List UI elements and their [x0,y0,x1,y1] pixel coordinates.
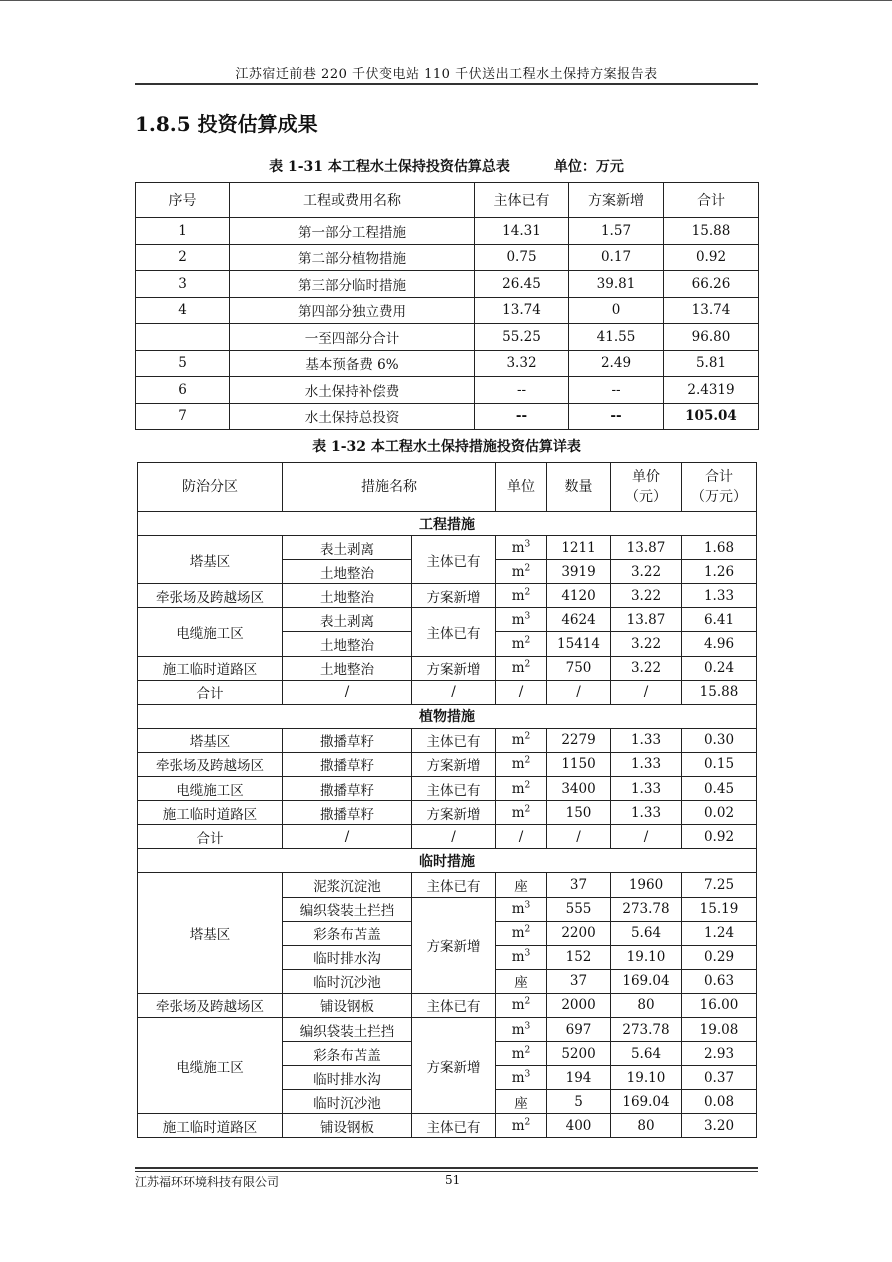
cell: 555 [547,897,611,921]
cell: / [283,825,412,849]
zone-cell: 塔基区 [138,873,283,993]
cell: 3.32 [475,350,569,377]
cell: 1.33 [682,584,757,608]
table-row [138,728,757,752]
cell: 1.33 [611,777,682,801]
cell: 16.00 [682,993,757,1017]
cell: 0.37 [682,1066,757,1090]
section-number: 1.8.5 [135,112,191,136]
table-header-row [136,183,759,218]
cell: 19.08 [682,1017,757,1041]
cell: 0.08 [682,1090,757,1114]
cell: / [496,680,547,704]
cell: 1150 [547,752,611,776]
subtotal-row [138,680,757,704]
table-row [136,297,759,324]
section-heading: 投资估算成果 [197,112,318,136]
cell: 6 [136,377,230,404]
table-row [138,873,757,897]
header-cell: 工程或费用名称 [230,183,475,218]
zone-cell: 合计 [138,680,283,704]
footer-company: 江苏福环环境科技有限公司 [135,1175,280,1189]
unit-cell [496,1114,547,1138]
cell: 80 [611,993,682,1017]
table-row [136,244,759,271]
cell: 150 [547,801,611,825]
measure-cell: 临时沉沙池 [283,1090,412,1114]
unit-base: m [511,636,525,653]
cell: 26.45 [475,271,569,298]
unit-base: m [511,925,525,942]
cell: 1.57 [569,218,664,245]
unit-exponent: 3 [524,948,531,959]
unit-exponent: 2 [524,587,531,598]
table-row [136,350,759,377]
cell: 5 [136,350,230,377]
header-cell: 主体已有 [475,183,569,218]
table-row [138,1114,757,1138]
header-cell: 数量 [547,463,611,512]
zone-cell: 电缆施工区 [138,777,283,801]
cell: 15414 [547,632,611,656]
cell: 1 [136,218,230,245]
measure-cell: 彩条布苫盖 [283,921,412,945]
zone-cell: 施工临时道路区 [138,801,283,825]
header-line: 合计 [705,469,733,485]
page-number: 51 [445,1173,461,1187]
source-cell: 主体已有 [412,777,496,801]
zone-cell: 施工临时道路区 [138,1114,283,1138]
measure-cell: 临时沉沙池 [283,969,412,993]
footer-rule [135,1167,758,1169]
category-row [138,512,757,536]
unit-exponent: 3 [524,1069,531,1080]
cell: 13.87 [611,608,682,632]
page-top-border [0,0,892,1]
cell: 2200 [547,921,611,945]
unit-cell [496,1017,547,1041]
cell: 105.04 [664,403,759,430]
investment-summary-table [135,182,759,430]
header-cell: 序号 [136,183,230,218]
unit-cell [496,656,547,680]
cell: 6.41 [682,608,757,632]
zone-cell: 牵张场及跨越场区 [138,993,283,1017]
cell [136,324,230,351]
cell: 3.22 [611,560,682,584]
unit-exponent: 3 [524,900,531,911]
unit-cell [496,1066,547,1090]
unit-cell [496,897,547,921]
category-cell: 临时措施 [138,849,757,873]
cell: 5200 [547,1042,611,1066]
source-cell: 主体已有 [412,873,496,897]
table1-unit: 单位：万元 [553,159,624,175]
category-row [138,704,757,728]
header-line: 单价 [632,469,660,485]
cell: 0.24 [682,656,757,680]
unit-cell [496,608,547,632]
measure-cell: 撒播草籽 [283,728,412,752]
table-row [136,218,759,245]
cell: 一至四部分合计 [230,324,475,351]
unit-cell [496,752,547,776]
unit-exponent: 2 [524,659,531,670]
source-cell: 主体已有 [412,608,496,656]
cell: 2279 [547,728,611,752]
measure-cell: 撒播草籽 [283,777,412,801]
cell: 水土保持补偿费 [230,377,475,404]
source-cell: 方案新增 [412,752,496,776]
cell: 0.92 [682,825,757,849]
cell: 第二部分植物措施 [230,244,475,271]
cell: 第四部分独立费用 [230,297,475,324]
zone-cell: 合计 [138,825,283,849]
cell: 3.22 [611,584,682,608]
cell: 194 [547,1066,611,1090]
cell: 750 [547,656,611,680]
measure-cell: 土地整治 [283,632,412,656]
unit-exponent: 3 [524,1021,531,1032]
cell: -- [569,403,664,430]
cell: / [547,825,611,849]
measure-cell: 撒播草籽 [283,752,412,776]
cell: 3 [136,271,230,298]
table-row [136,324,759,351]
cell: 4120 [547,584,611,608]
unit-cell [496,728,547,752]
table-row [136,271,759,298]
measures-detail-table [137,462,757,1138]
cell: 4624 [547,608,611,632]
table-row [138,801,757,825]
cell: 0.17 [569,244,664,271]
cell: 0.29 [682,945,757,969]
cell: 0.02 [682,801,757,825]
measure-cell: 土地整治 [283,560,412,584]
cell: 第三部分临时措施 [230,271,475,298]
unit-cell [496,777,547,801]
cell: 697 [547,1017,611,1041]
cell: 19.10 [611,1066,682,1090]
cell: 1211 [547,536,611,560]
cell: 2.49 [569,350,664,377]
cell: 4.96 [682,632,757,656]
header-cell [682,463,757,512]
unit-exponent: 3 [524,611,531,622]
cell: 1.68 [682,536,757,560]
cell: / [283,680,412,704]
unit-exponent: 2 [524,780,531,791]
source-cell: 主体已有 [412,728,496,752]
cell: 1.33 [611,728,682,752]
cell: -- [569,377,664,404]
cell: 66.26 [664,271,759,298]
cell: 37 [547,969,611,993]
cell: / [547,680,611,704]
table2-caption: 表 1-32 本工程水土保持措施投资估算详表 [312,439,581,455]
header-line: （元） [625,489,667,505]
cell: 5.64 [611,1042,682,1066]
unit-exponent: 2 [524,1117,531,1128]
unit-base: m [511,780,525,797]
unit-exponent: 2 [524,996,531,1007]
source-cell: 方案新增 [412,801,496,825]
cell: 15.19 [682,897,757,921]
unit-cell: 座 [496,873,547,897]
header-cell: 防治分区 [138,463,283,512]
category-row [138,849,757,873]
unit-cell: 座 [496,1090,547,1114]
unit-base: m [511,1045,525,1062]
cell: 5.81 [664,350,759,377]
cell: 3400 [547,777,611,801]
zone-cell: 施工临时道路区 [138,656,283,680]
unit-base: m [511,997,525,1014]
cell: / [412,825,496,849]
cell: 0.15 [682,752,757,776]
table-row [138,777,757,801]
unit-cell [496,801,547,825]
unit-cell [496,993,547,1017]
subtotal-row [138,825,757,849]
measure-cell: 铺设钢板 [283,993,412,1017]
header-cell: 措施名称 [283,463,496,512]
unit-cell [496,584,547,608]
cell: 5.64 [611,921,682,945]
cell: 2 [136,244,230,271]
header-line: （万元） [691,489,747,505]
unit-base: m [511,804,525,821]
cell: 169.04 [611,969,682,993]
header-cell: 单位 [496,463,547,512]
unit-base: m [511,611,525,628]
unit-exponent: 2 [524,924,531,935]
table1-caption [135,156,758,176]
cell: 0.92 [664,244,759,271]
unit-base: m [511,1069,525,1086]
zone-cell: 塔基区 [138,728,283,752]
cell: 169.04 [611,1090,682,1114]
table-row [138,752,757,776]
cell: 0.63 [682,969,757,993]
cell: 273.78 [611,1017,682,1041]
zone-cell: 牵张场及跨越场区 [138,584,283,608]
cell: 7 [136,403,230,430]
cell: 37 [547,873,611,897]
cell: 15.88 [682,680,757,704]
table-row [138,608,757,632]
cell: 96.80 [664,324,759,351]
unit-cell [496,1042,547,1066]
table-header-row [138,463,757,512]
cell: 13.74 [475,297,569,324]
page-header: 江苏宿迁前巷 220 千伏变电站 110 千伏送出工程水土保持方案报告表 [235,67,658,82]
measure-cell: 土地整治 [283,584,412,608]
measure-cell: 表土剥离 [283,536,412,560]
measure-cell: 编织袋装土拦挡 [283,1017,412,1041]
unit-cell [496,945,547,969]
table-row [138,536,757,560]
table-row [138,584,757,608]
header-cell [611,463,682,512]
section-title [135,108,318,137]
cell: 273.78 [611,897,682,921]
unit-cell: 座 [496,969,547,993]
source-cell: 主体已有 [412,993,496,1017]
measure-cell: 铺设钢板 [283,1114,412,1138]
unit-cell [496,536,547,560]
table1-caption-text: 表 1-31 本工程水土保持投资估算总表 [269,159,510,175]
footer-rule-thin [135,1171,758,1172]
header-rule [135,83,758,85]
measure-cell: 土地整治 [283,656,412,680]
source-cell: 方案新增 [412,584,496,608]
table-row [138,993,757,1017]
unit-exponent: 3 [524,539,531,550]
unit-cell [496,921,547,945]
table-row [136,403,759,430]
cell: -- [475,377,569,404]
cell: 1.33 [611,752,682,776]
measure-cell: 临时排水沟 [283,1066,412,1090]
cell: 2000 [547,993,611,1017]
cell: -- [475,403,569,430]
source-cell: 方案新增 [412,656,496,680]
header-cell: 方案新增 [569,183,664,218]
measure-cell: 编织袋装土拦挡 [283,897,412,921]
unit-base: m [511,587,525,604]
cell: 1.26 [682,560,757,584]
unit-cell [496,560,547,584]
cell: 0.30 [682,728,757,752]
cell: 13.87 [611,536,682,560]
cell: / [412,680,496,704]
unit-base: m [511,1117,525,1134]
unit-base: m [511,660,525,677]
unit-base: m [511,563,525,580]
table-row [138,1017,757,1041]
cell: / [611,825,682,849]
cell: 80 [611,1114,682,1138]
unit-base: m [511,949,525,966]
unit-exponent: 2 [524,635,531,646]
cell: 15.88 [664,218,759,245]
cell: 3.20 [682,1114,757,1138]
cell: 1960 [611,873,682,897]
zone-cell: 电缆施工区 [138,1017,283,1113]
category-cell: 工程措施 [138,512,757,536]
unit-base: m [511,732,525,749]
cell: 7.25 [682,873,757,897]
measure-cell: 撒播草籽 [283,801,412,825]
unit-base: m [511,901,525,918]
source-cell: 方案新增 [412,897,496,993]
cell: 152 [547,945,611,969]
cell: 0.75 [475,244,569,271]
source-cell: 方案新增 [412,1017,496,1113]
cell: 55.25 [475,324,569,351]
cell: 13.74 [664,297,759,324]
cell: 400 [547,1114,611,1138]
cell: 0.45 [682,777,757,801]
cell: 0 [569,297,664,324]
unit-cell [496,632,547,656]
unit-exponent: 2 [524,731,531,742]
unit-exponent: 2 [524,804,531,815]
measure-cell: 彩条布苫盖 [283,1042,412,1066]
cell: / [611,680,682,704]
cell: 3.22 [611,656,682,680]
cell: 14.31 [475,218,569,245]
cell: 1.24 [682,921,757,945]
source-cell: 主体已有 [412,1114,496,1138]
cell: 2.4319 [664,377,759,404]
cell: 2.93 [682,1042,757,1066]
header-cell: 合计 [664,183,759,218]
cell: 19.10 [611,945,682,969]
unit-base: m [511,539,525,556]
source-cell: 主体已有 [412,536,496,584]
cell: 基本预备费 6% [230,350,475,377]
cell: 水土保持总投资 [230,403,475,430]
cell: 5 [547,1090,611,1114]
unit-exponent: 2 [524,755,531,766]
unit-base: m [511,756,525,773]
table-row [138,656,757,680]
cell: 第一部分工程措施 [230,218,475,245]
cell: 1.33 [611,801,682,825]
cell: / [496,825,547,849]
cell: 4 [136,297,230,324]
cell: 41.55 [569,324,664,351]
unit-base: m [511,1021,525,1038]
unit-exponent: 2 [524,563,531,574]
cell: 3919 [547,560,611,584]
cell: 39.81 [569,271,664,298]
zone-cell: 电缆施工区 [138,608,283,656]
measure-cell: 表土剥离 [283,608,412,632]
zone-cell: 牵张场及跨越场区 [138,752,283,776]
cell: 3.22 [611,632,682,656]
unit-exponent: 2 [524,1045,531,1056]
table-row [136,377,759,404]
zone-cell: 塔基区 [138,536,283,584]
category-cell: 植物措施 [138,704,757,728]
measure-cell: 临时排水沟 [283,945,412,969]
measure-cell: 泥浆沉淀池 [283,873,412,897]
